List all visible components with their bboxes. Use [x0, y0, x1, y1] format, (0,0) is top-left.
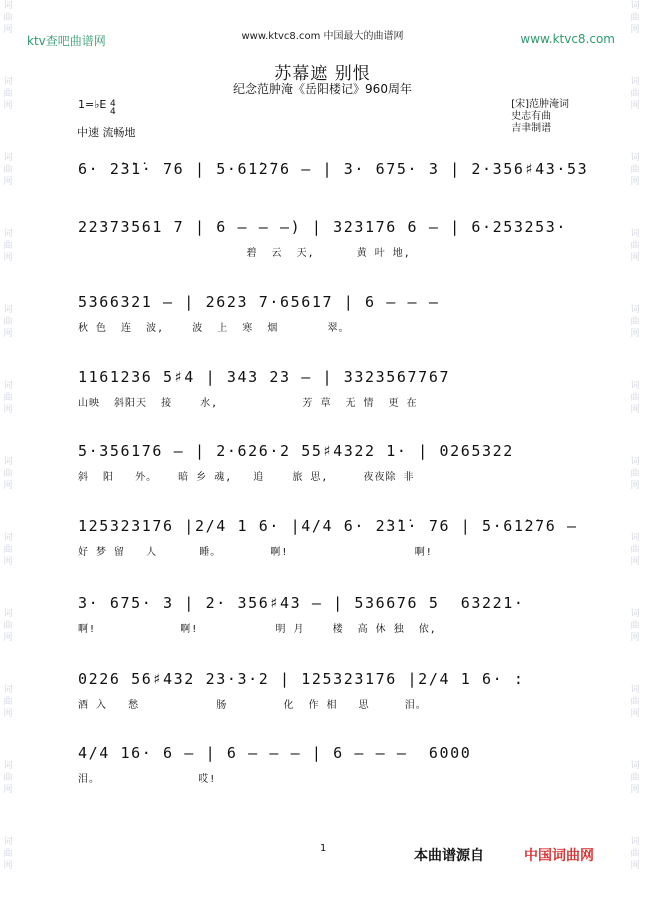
watermark-glyph: 词	[3, 305, 13, 315]
watermark-glyph: 曲	[3, 13, 13, 23]
watermark-glyph: 词	[630, 685, 640, 695]
watermark-glyph: 词	[630, 229, 640, 239]
watermark-glyph: 词	[630, 153, 640, 163]
score-row	[78, 594, 568, 635]
score-notes: 125323176 |2/4 1 6· |4/4 6· 2̇3̇1̇· 76 | 5·61̇2̇76 –	[78, 517, 578, 535]
score-row	[78, 670, 568, 711]
score-notes: 5366321 – | 2623 7·65617 | 6 – – –	[78, 293, 440, 311]
meter-bottom: 4	[110, 107, 116, 117]
score-row	[78, 293, 568, 334]
watermark-glyph: 网	[3, 405, 13, 415]
credit-composer: 史志有曲	[511, 111, 552, 122]
score-lyric: 啊! 啊! 明 月 楼 高 休 独 依,	[78, 624, 437, 635]
watermark-glyph: 曲	[3, 469, 13, 479]
meter-top: 4	[110, 99, 116, 109]
watermark-glyph: 网	[3, 253, 13, 263]
site-left-link[interactable]: ktv查吧曲谱网	[27, 34, 106, 48]
watermark-glyph: 词	[3, 153, 13, 163]
watermark-glyph: 网	[3, 785, 13, 795]
time-signature	[110, 100, 116, 116]
watermark-glyph: 网	[630, 481, 640, 491]
watermark-glyph: 网	[630, 785, 640, 795]
watermark-gap	[0, 492, 16, 532]
watermark-glyph: 网	[3, 329, 13, 339]
watermark-glyph: 网	[630, 25, 640, 35]
score-row	[78, 517, 578, 558]
watermark-gap	[627, 872, 643, 912]
score-lyric: 好 梦 留 人 睡。 啊! 啊!	[78, 547, 433, 558]
credit-lyricist: [宋]范肿淹词	[511, 99, 569, 110]
watermark-gap	[627, 340, 643, 380]
watermark-glyph: 网	[630, 405, 640, 415]
watermark-gap	[0, 796, 16, 836]
watermark-gap	[0, 416, 16, 456]
watermark-glyph: 网	[3, 557, 13, 567]
watermark-glyph: 曲	[3, 89, 13, 99]
watermark-gap	[0, 872, 16, 912]
watermark-glyph: 网	[3, 709, 13, 719]
score-row	[78, 744, 568, 785]
watermark-glyph: 曲	[3, 393, 13, 403]
watermark-glyph: 曲	[630, 393, 640, 403]
watermark-gap	[627, 416, 643, 456]
watermark-glyph: 网	[630, 101, 640, 111]
watermark-glyph: 曲	[630, 165, 640, 175]
credits-block	[511, 99, 569, 135]
watermark-glyph: 曲	[630, 241, 640, 251]
watermark-glyph: 网	[3, 25, 13, 35]
watermark-glyph: 网	[630, 329, 640, 339]
watermark-glyph: 词	[630, 533, 640, 543]
watermark-glyph: 网	[630, 861, 640, 871]
watermark-gap	[627, 264, 643, 304]
score-notes: 3· 675· 3 | 2· 356♯43 – | 536676 5 63221·	[78, 594, 525, 612]
watermark-gap	[627, 720, 643, 760]
watermark-glyph: 曲	[3, 165, 13, 175]
watermark-gap	[0, 720, 16, 760]
watermark-glyph: 词	[630, 381, 640, 391]
watermark-glyph: 词	[3, 837, 13, 847]
score-lyric: 酒 入 愁 肠 化 作 相 思 泪。	[78, 700, 427, 711]
watermark-glyph: 词	[630, 761, 640, 771]
watermark-glyph: 曲	[3, 773, 13, 783]
watermark-glyph: 曲	[3, 621, 13, 631]
score-row	[78, 442, 568, 483]
watermark-glyph: 词	[3, 533, 13, 543]
score-row	[78, 368, 568, 409]
watermark-glyph: 曲	[630, 317, 640, 327]
source-site-link[interactable]: 中国词曲网	[524, 848, 594, 864]
watermark-glyph: 网	[3, 177, 13, 187]
watermark-glyph: 词	[630, 457, 640, 467]
score-lyric: 秋 色 连 波, 波 上 寒 烟 翠。	[78, 323, 350, 334]
score-row	[78, 160, 589, 186]
key-signature: 1=♭E	[78, 98, 107, 111]
watermark-glyph: 词	[3, 77, 13, 87]
credit-arranger: 吉聿制谱	[511, 123, 552, 134]
watermark-glyph: 曲	[630, 849, 640, 859]
watermark-glyph: 词	[630, 1, 640, 11]
watermark-glyph: 曲	[630, 621, 640, 631]
watermark-glyph: 词	[3, 381, 13, 391]
score-notes: 1161236 5♯4 | 343 23 – | 3323567767	[78, 368, 451, 386]
watermark-glyph: 网	[3, 861, 13, 871]
watermark-glyph: 网	[3, 101, 13, 111]
watermark-glyph: 词	[3, 761, 13, 771]
watermark-glyph: 曲	[630, 545, 640, 555]
right-watermark-column	[627, 0, 643, 912]
score-lyric: 碧 云 天, 黄 叶 地,	[78, 248, 411, 259]
watermark-gap	[0, 568, 16, 608]
watermark-glyph: 词	[630, 305, 640, 315]
watermark-gap	[0, 188, 16, 228]
watermark-glyph: 曲	[630, 773, 640, 783]
tempo-marking: 中速 流畅地	[77, 126, 136, 139]
score-notes: 0226 56♯432 23·3·2 | 125323176 |2/4 1 6· :	[78, 670, 525, 688]
watermark-gap	[0, 340, 16, 380]
source-label: 本曲谱源自	[414, 848, 484, 864]
watermark-glyph: 网	[3, 633, 13, 643]
watermark-gap	[627, 188, 643, 228]
song-title: 苏幕遮 别恨	[274, 64, 371, 84]
score-notes: 5·356176 – | 2·626·2 55♯4322 1· | 0265322	[78, 442, 514, 460]
score-lyric: 泪。 哎!	[78, 774, 217, 785]
score-notes: 6· 2̇3̇1̇· 76 | 5·61̇2̇76 – | 3· 675· 3 | 2·356♯43·53	[78, 160, 589, 178]
watermark-glyph: 曲	[3, 697, 13, 707]
watermark-glyph: 词	[3, 1, 13, 11]
score-notes: 22373561 7 | 6 – – –) | 323176 6 – | 6·253253·	[78, 218, 568, 236]
score-lyric: 斜 阳 外。 暗 乡 魂, 追 旅 思, 夜夜除 非	[78, 472, 415, 483]
watermark-glyph: 曲	[3, 241, 13, 251]
watermark-glyph: 词	[630, 609, 640, 619]
watermark-glyph: 网	[630, 633, 640, 643]
watermark-glyph: 词	[3, 229, 13, 239]
watermark-glyph: 曲	[630, 697, 640, 707]
top-url-text: www.ktvc8.com 中国最大的曲谱网	[241, 31, 404, 42]
watermark-glyph: 网	[630, 177, 640, 187]
watermark-gap	[627, 796, 643, 836]
watermark-glyph: 曲	[630, 13, 640, 23]
watermark-glyph: 网	[630, 557, 640, 567]
watermark-glyph: 词	[3, 685, 13, 695]
watermark-gap	[627, 112, 643, 152]
watermark-glyph: 曲	[3, 545, 13, 555]
watermark-glyph: 曲	[3, 849, 13, 859]
watermark-gap	[0, 644, 16, 684]
watermark-glyph: 词	[3, 457, 13, 467]
page-number: 1	[320, 843, 327, 854]
left-watermark-column	[0, 0, 16, 912]
watermark-gap	[0, 112, 16, 152]
score-lyric: 山映 斜阳天 接 水, 芳 草 无 情 更 在	[78, 398, 418, 409]
watermark-glyph: 词	[630, 77, 640, 87]
watermark-gap	[627, 644, 643, 684]
watermark-glyph: 网	[630, 253, 640, 263]
watermark-gap	[627, 568, 643, 608]
watermark-glyph: 网	[3, 481, 13, 491]
song-subtitle: 纪念范肿淹《岳阳楼记》960周年	[233, 82, 412, 96]
watermark-glyph: 曲	[630, 469, 640, 479]
watermark-gap	[627, 492, 643, 532]
watermark-glyph: 网	[630, 709, 640, 719]
watermark-glyph: 曲	[630, 89, 640, 99]
watermark-glyph: 曲	[3, 317, 13, 327]
score-row	[78, 218, 568, 259]
site-right-link[interactable]: www.ktvc8.com	[520, 32, 615, 46]
watermark-glyph: 词	[630, 837, 640, 847]
watermark-glyph: 词	[3, 609, 13, 619]
score-notes: 4/4 16· 6 – | 6 – – – | 6 – – – 6000	[78, 744, 472, 762]
watermark-gap	[0, 264, 16, 304]
